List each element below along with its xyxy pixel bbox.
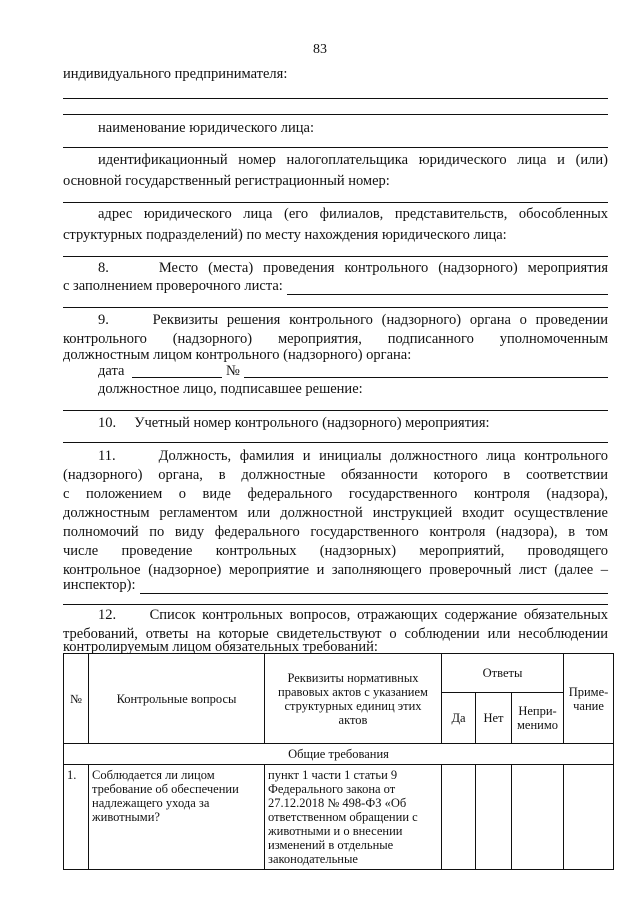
header-no: Нет <box>476 693 512 744</box>
row-question: Соблюдается ли лицом требование об обеспечении надлежащего ухода за животными? <box>89 765 265 870</box>
item10-heading: 10. Учетный номер контрольного (надзорного) мероприятия: <box>98 415 490 431</box>
item11-line-7: контрольное (надзорное) мероприятие и заполняющего проверочный лист (далее – <box>63 562 608 578</box>
ip-line-2 <box>63 114 608 115</box>
header-questions: Контрольные вопросы <box>89 654 265 744</box>
header-requisites: Реквизиты нормативных правовых актов с указанием структурных единиц этих актов <box>265 654 442 744</box>
item8-row <box>63 278 608 295</box>
header-answers: Ответы <box>442 654 564 693</box>
ogrn-label: основной государственный регистрационный номер: <box>63 173 390 189</box>
address-label: адрес юридического лица (его филиалов, представительств, обособленных <box>98 206 608 222</box>
ip-label: индивидуального предпринимателя: <box>63 66 288 82</box>
date-label: дата <box>98 363 125 379</box>
header-num: № <box>64 654 89 744</box>
answer-no-cell[interactable] <box>476 765 512 870</box>
row-num: 1. <box>64 765 89 870</box>
ogrn-line <box>63 202 608 203</box>
number-label: № <box>226 363 240 379</box>
inn-label: идентификационный номер налогоплательщика юридического лица и (или) <box>98 152 608 168</box>
table-row <box>64 765 614 870</box>
inspector-label: инспектор): <box>63 577 136 593</box>
org-name-line <box>63 147 608 148</box>
item11-line-2: (надзорного) органа, в должностные обязанности которого в соответствии <box>63 467 608 483</box>
item8-label: с заполнением проверочного листа: <box>63 278 283 294</box>
answer-na-cell[interactable] <box>512 765 564 870</box>
checklist-table <box>63 653 614 870</box>
item9-line-2: контрольного (надзорного) мероприятия, подписанного уполномоченным <box>63 331 608 347</box>
item11-line-4: должностным регламентом или должностной инструкцией входит осуществление <box>63 505 608 521</box>
header-na: Непри- менимо <box>512 693 564 744</box>
note-cell[interactable] <box>564 765 614 870</box>
org-name-label: наименование юридического лица: <box>98 120 314 136</box>
item8-field-line <box>287 281 608 295</box>
row-requisite: пункт 1 части 1 статьи 9 Федерального закона от 27.12.2018 № 498-ФЗ «Об ответственном обращении с животными и о внесении изменений в отдельные законодательные <box>265 765 442 870</box>
item11-line-3: с положением о виде федерального государственного контроля (надзора), <box>63 486 608 502</box>
item11-line-1: 11. Должность, фамилия и инициалы должностного лица контрольного <box>98 448 608 464</box>
inspector-row <box>63 577 608 594</box>
item9-heading: 9. Реквизиты решения контрольного (надзорного) органа о проведении <box>98 312 608 328</box>
item11-line-5: полномочий по виду федерального государственного контроля (надзора), в том <box>63 524 608 540</box>
inspector-field-line <box>140 580 608 594</box>
answer-yes-cell[interactable] <box>442 765 476 870</box>
section-general: Общие требования <box>64 744 614 765</box>
item8-line-2 <box>63 307 608 308</box>
official-line <box>63 410 608 411</box>
address-line <box>63 256 608 257</box>
address-cont: структурных подразделений) по месту нахождения юридического лица: <box>63 227 507 243</box>
item9-line-3: должностным лицом контрольного (надзорного) органа: <box>63 347 412 363</box>
item10-line <box>63 442 608 443</box>
ip-line-1 <box>63 98 608 99</box>
header-yes: Да <box>442 693 476 744</box>
item11-line-6: числе проведение контрольных (надзорных) мероприятий, проводящего <box>63 543 608 559</box>
page-number: 83 <box>313 42 327 57</box>
official-label: должностное лицо, подписавшее решение: <box>98 381 363 397</box>
item12-line-3: контролируемым лицом обязательных требований: <box>63 639 378 655</box>
number-field-line <box>244 377 608 378</box>
item12-line-1: 12. Список контрольных вопросов, отражающих содержание обязательных <box>98 607 608 623</box>
item8-heading: 8. Место (места) проведения контрольного (надзорного) мероприятия <box>98 260 608 276</box>
item12-line-2: требований, ответы на которые свидетельствуют о соблюдении или несоблюдении <box>63 626 608 642</box>
date-field-line <box>132 377 222 378</box>
header-note: Приме- чание <box>564 654 614 744</box>
